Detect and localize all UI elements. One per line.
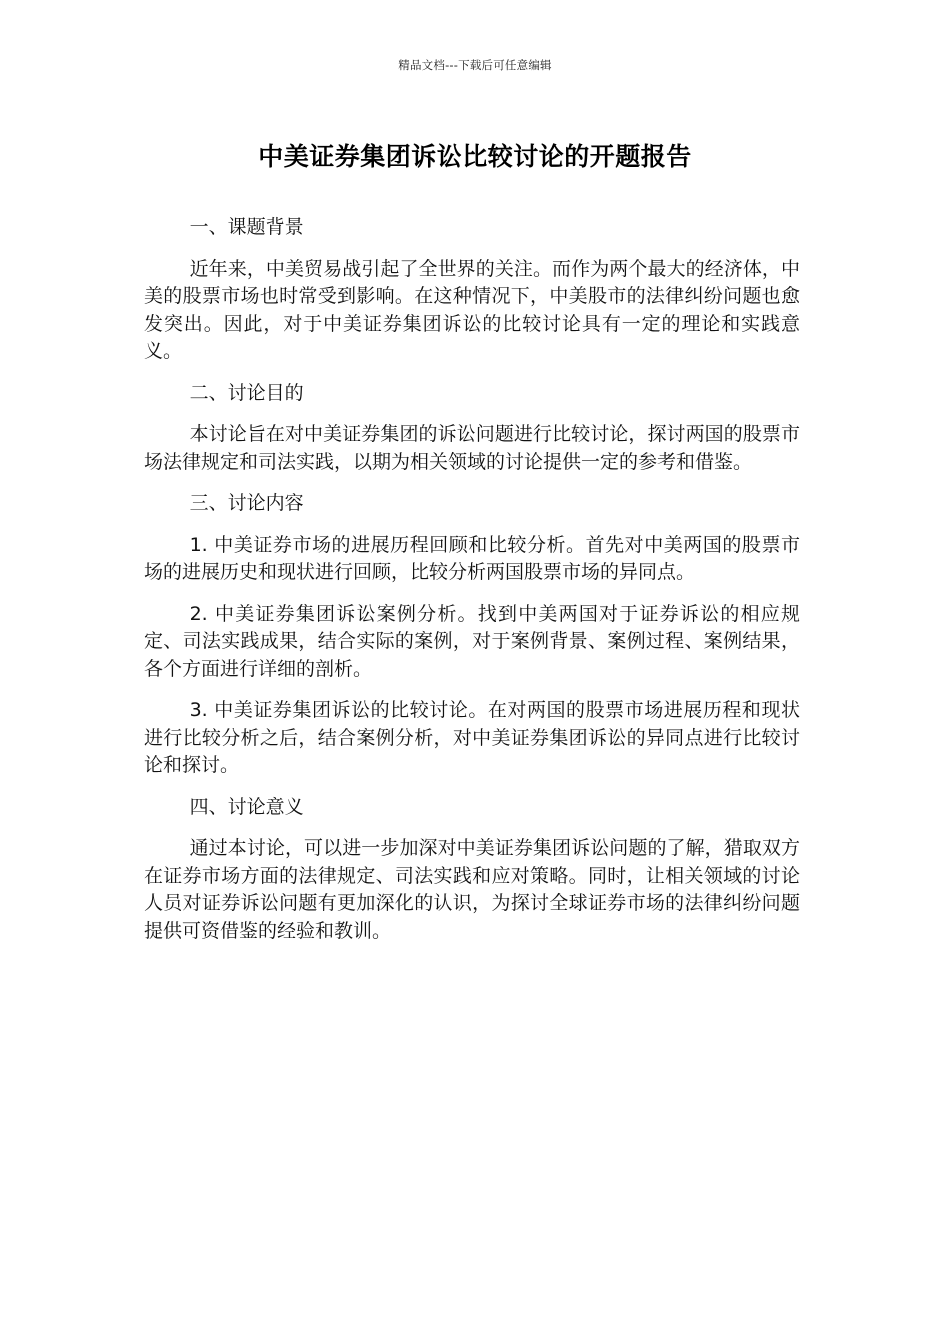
paragraph: 本讨论旨在对中美证券集团的诉讼问题进行比较讨论，探讨两国的股票市场法律规定和司法实践，以期为相关领域的讨论提供一定的参考和借鉴。: [144, 423, 800, 473]
section-background: [144, 214, 800, 366]
document-body: [144, 214, 800, 959]
paragraph: 近年来，中美贸易战引起了全世界的关注。而作为两个最大的经济体，中美的股票市场也时常受到影响。在这种情况下，中美股市的法律纠纷问题也愈发突出。因此，对于中美证券集团诉讼的比较讨论具有一定的理论和实践意义。: [144, 257, 800, 362]
section-heading: 二、讨论目的: [189, 381, 304, 404]
page-header: 精品文档---下载后可任意编辑: [398, 58, 552, 72]
list-item: 1. 中美证券市场的进展历程回顾和比较分析。首先对中美两国的股票市场的进展历史和现状进行回顾，比较分析两国股票市场的异同点。: [144, 533, 800, 583]
section-heading: 四、讨论意义: [189, 795, 304, 818]
section-purpose: [144, 380, 800, 477]
section-content: [144, 490, 800, 780]
document-title: 中美证券集团诉讼比较讨论的开题报告: [258, 142, 692, 171]
section-heading: 三、讨论内容: [189, 492, 304, 514]
list-item: 3. 中美证券集团诉讼的比较讨论。在对两国的股票市场进展历程和现状进行比较分析之后，结合案例分析，对中美证券集团诉讼的异同点进行比较讨论和探讨。: [144, 699, 800, 776]
paragraph: 通过本讨论，可以进一步加深对中美证券集团诉讼问题的了解，猎取双方在证券市场方面的法律规定、司法实践和应对策略。同时，让相关领域的讨论人员对证券诉讼问题有更加深化的认识，为探讨全球证券市场的法律纠纷问题提供可资借鉴的经验和教训。: [144, 837, 800, 942]
section-heading: 一、课题背景: [189, 216, 304, 238]
list-item: 2. 中美证券集团诉讼案例分析。找到中美两国对于证券诉讼的相应规定、司法实践成果，结合实际的案例，对于案例背景、案例过程、案例结果，各个方面进行详细的剖析。: [144, 602, 800, 680]
section-significance: [144, 794, 800, 946]
